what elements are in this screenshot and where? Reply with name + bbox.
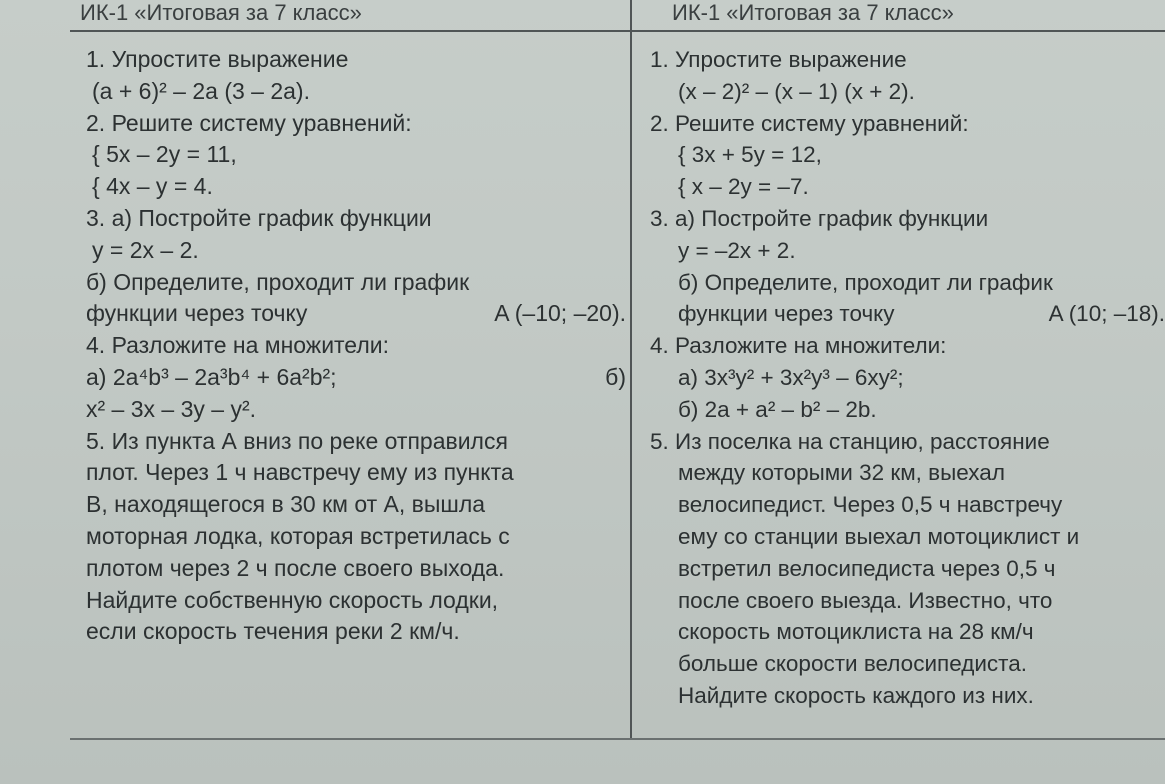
task4-title: 4. Разложите на множители: xyxy=(86,332,389,359)
task5-line-4: ему со станции выехал мотоциклист и xyxy=(678,523,1080,549)
column-divider xyxy=(630,0,632,740)
task1-expression: (a + 6)² – 2a (3 – 2a). xyxy=(92,77,310,104)
task5-line-7: скорость мотоциклиста на 28 км/ч xyxy=(678,619,1034,645)
task3a-function: y = –2x + 2. xyxy=(678,237,796,263)
task4b-expression: б) 2a + a² – b² – 2b. xyxy=(678,396,877,422)
task4a-row xyxy=(86,362,626,394)
task3b-text: б) Определите, проходит ли график xyxy=(678,269,1053,295)
task5-line-3: велосипедист. Через 0,5 ч навстречу xyxy=(678,492,1063,518)
task5-line-7: если скорость течения реки 2 км/ч. xyxy=(86,618,460,645)
right-variant xyxy=(650,44,1165,712)
right-header: ИК-1 «Итоговая за 7 класс» xyxy=(672,0,954,25)
task2-equation-1: { 3x + 5y = 12, xyxy=(678,142,822,168)
left-variant xyxy=(86,44,626,648)
task5-line-3: В, находящегося в 30 км от А, вышла xyxy=(86,491,486,518)
task4a-expression: а) 3x³y² + 3x²y³ – 6xy²; xyxy=(678,364,904,390)
bottom-border xyxy=(70,738,1165,740)
task2-equation-1: { 5x – 2y = 11, xyxy=(92,141,237,168)
task3b-point: A (10; –18). xyxy=(1048,301,1165,327)
task2-equation-2: { x – 2y = –7. xyxy=(678,174,809,200)
task5-line-4: моторная лодка, которая встретилась с xyxy=(86,522,510,549)
task5-line-6: после своего выезда. Известно, что xyxy=(678,587,1053,613)
task1-title: 1. Упростите выражение xyxy=(86,46,349,72)
task2-title: 2. Решите систему уравнений: xyxy=(650,110,969,136)
task5-line-5: встретил велосипедиста через 0,5 ч xyxy=(678,555,1056,581)
task3b-point-text: функции через точку xyxy=(86,300,308,327)
task1-title: 1. Упростите выражение xyxy=(650,47,907,72)
task5-line-2: плот. Через 1 ч навстречу ему из пункта xyxy=(86,459,514,486)
left-header: ИК-1 «Итоговая за 7 класс» xyxy=(80,0,362,25)
task5-line-8: больше скорости велосипедиста. xyxy=(678,651,1027,677)
task4b-expression: x² – 3x – 3y – y². xyxy=(86,395,257,422)
task2-title: 2. Решите систему уравнений: xyxy=(86,109,412,136)
task5-line-2: между которыми 32 км, выехал xyxy=(678,460,1005,486)
task5-line-9: Найдите скорость каждого из них. xyxy=(678,682,1034,708)
task1-expression: (x – 2)² – (x – 1) (x + 2). xyxy=(678,78,915,104)
task3b-point-text: функции через точку xyxy=(678,301,895,327)
task3a-function: y = 2x – 2. xyxy=(92,236,199,263)
task4a-expression: а) 2a⁴b³ – 2a³b⁴ + 6a²b²; xyxy=(86,363,337,390)
task5-line-6: Найдите собственную скорость лодки, xyxy=(86,586,499,613)
task3b-point-row xyxy=(86,298,626,330)
task2-equation-2: { 4x – y = 4. xyxy=(92,173,213,200)
task5-line-1: 5. Из пункта А вниз по реке отправился xyxy=(86,427,508,454)
header-divider xyxy=(70,30,1165,32)
task4-title: 4. Разложите на множители: xyxy=(650,333,947,359)
task3a-title: 3. а) Постройте график функции xyxy=(86,204,432,231)
task5-line-5: плотом через 2 ч после своего выхода. xyxy=(86,554,505,581)
task3b-point-row xyxy=(650,298,1165,330)
task3b-point: A (–10; –20). xyxy=(494,300,626,327)
task5-line-1: 5. Из поселка на станцию, расстояние xyxy=(650,428,1050,454)
task3b-text: б) Определите, проходит ли график xyxy=(86,268,470,295)
task4b-label: б) xyxy=(605,363,626,390)
task3a-title: 3. а) Постройте график функции xyxy=(650,205,989,231)
